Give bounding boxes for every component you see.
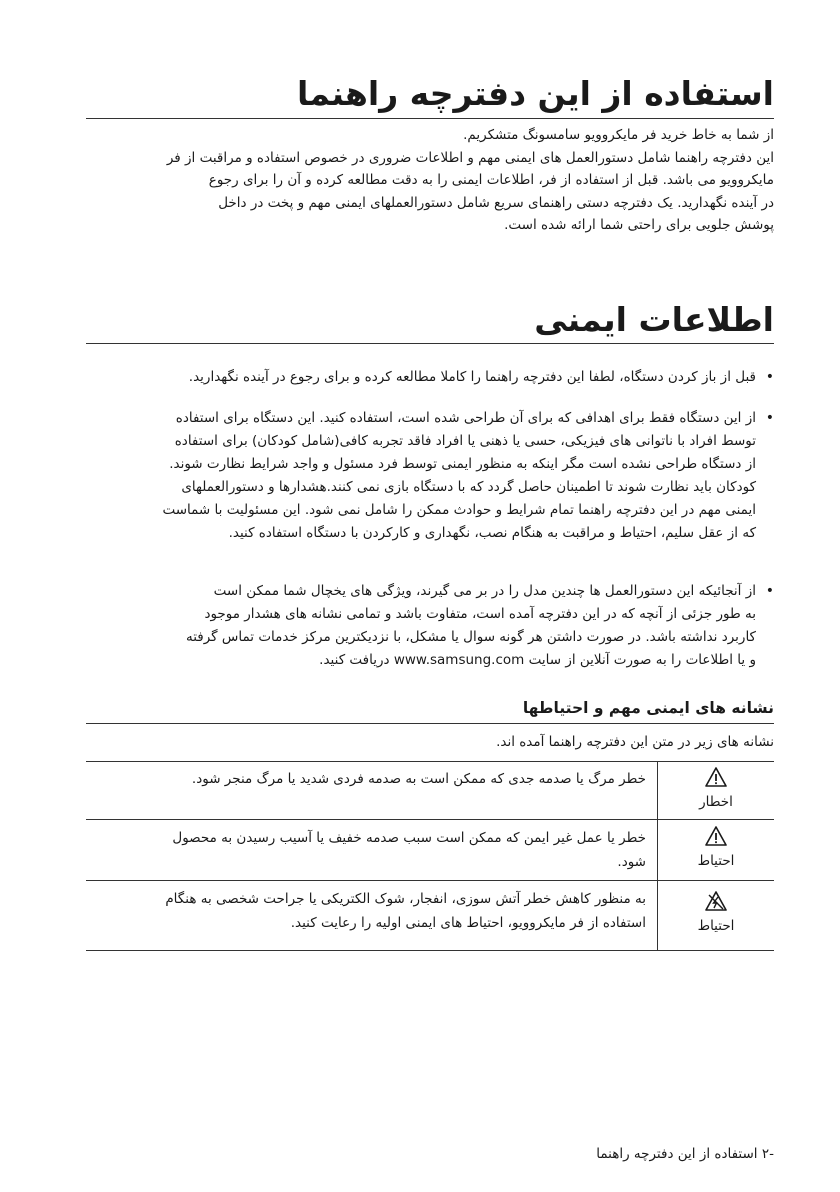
table-row (86, 881, 774, 950)
page-number: -٢ (761, 1146, 774, 1162)
section-divider (86, 723, 774, 724)
bullet-list (76, 366, 774, 389)
bullet-item (76, 580, 774, 672)
table-row (86, 820, 774, 880)
description-line: استفاده از فر مایکروویو، احتیاط های ایمنی اولیه را رعایت کنید. (290, 915, 646, 931)
bullet-line: و یا اطلاعات را به صورت آنلاین از سایت www.samsung.com دریافت کنید. (319, 652, 756, 668)
bullet-line: از آنجائیکه این دستورالعمل ها چندین مدل را در بر می گیرند، ویژگی های یخچال شما ممکن است (213, 583, 756, 599)
symbol-label: اخطار (699, 794, 733, 810)
bullet-dot-icon: • (765, 410, 774, 426)
symbol-description (80, 767, 646, 791)
footer-title: استفاده از این دفترچه راهنما (596, 1146, 758, 1162)
intro-line: پوشش جلویی برای راحتی شما ارائه شده است. (504, 217, 774, 233)
symbol-label: احتیاط (697, 853, 735, 869)
bullet-item (76, 407, 774, 545)
description-line: خطر یا عمل غیر ایمن که ممکن است سبب صدمه خفیف یا آسیب رسیدن به محصول (172, 830, 646, 846)
bullet-dot-icon: • (765, 583, 774, 599)
description-line: خطر مرگ یا صدمه جدی که ممکن است به صدمه فردی شدید یا مرگ منجر شود. (191, 771, 646, 787)
bullet-line: کودکان باید نظارت شوند تا اطمینان حاصل گردد که با دستگاه بازی نمی کنند.هشدارها و دستورالعملهای (181, 479, 756, 495)
section-divider (86, 343, 774, 344)
bullet-line: که از عقل سلیم، احتیاط و مراقبت به هنگام نصب، نگهداری و کارکردن با دستگاه استفاده کنید. (228, 525, 756, 541)
section-divider (86, 118, 774, 119)
page (86, 0, 774, 1192)
bullet-line: کاربرد نداشته باشد. در صورت داشتن هر گونه سوال یا مشکل، با نزدیکترین مرکز خدمات تماس گرفته (185, 629, 756, 645)
symbol-cell (657, 820, 774, 880)
section-title-safety-symbols: نشانه های ایمنی مهم و احتیاطها (522, 699, 774, 717)
warning-triangle-icon (705, 767, 727, 787)
electric-shock-triangle-icon (705, 891, 727, 911)
table-bottom-border (86, 950, 774, 951)
bullet-line: از دستگاه طراحی نشده است مگر اینکه به منظور ایمنی توسط فرد مسئول و واجد شرایط نظارت شوند. (169, 456, 756, 472)
bullet-line: قبل از باز کردن دستگاه، لطفا این دفترچه راهنما را کاملا مطالعه کرده و برای رجوع در آینده نگهدارید. (188, 369, 756, 385)
symbol-cell (657, 881, 774, 950)
intro-line: در آینده نگهدارید. یک دفترچه دستی راهنمای سریع شامل دستورالعملهای ایمنی مهم و پخت در داخل (218, 194, 774, 211)
bullet-line: ایمنی مهم در این دفترچه راهنما تمام شرایط و حوادث ممکن را شامل نمی شود. این مسئولیت با شماست (162, 502, 756, 518)
description-line: به منظور کاهش خطر آتش سوزی، انفجار، شوک الکتریکی یا جراحت شخصی به هنگام (165, 891, 646, 907)
page-footer (596, 1144, 774, 1164)
caution-triangle-icon (705, 826, 727, 846)
intro-paragraph (80, 124, 774, 237)
intro-line: مایکروویو می باشد. قبل از استفاده از فر، اطلاعات ایمنی را به دقت مطالعه کرده و آن را برای رجوع (208, 172, 774, 188)
description-line: شود. (617, 854, 646, 870)
table-row (86, 761, 774, 819)
intro-line: از شما به خاط خرید فر مایکروویو سامسونگ متشکریم. (463, 127, 774, 143)
intro-line: این دفترچه راهنما شامل دستورالعمل های ایمنی مهم و اطلاعات ضروری در خصوص استفاده و مراقبت از فر (166, 149, 774, 166)
section-title-safety-info: اطلاعات ایمنی (534, 300, 774, 339)
symbol-label: احتیاط (697, 918, 735, 934)
bullet-list (76, 580, 774, 672)
symbols-intro: نشانه های زیر در متن این دفترچه راهنما آمده اند. (496, 734, 774, 750)
bullet-line: به طور جزئی از آنچه که در این دفترچه آمده است، متفاوت باشد و تمامی نشانه های هشدار موجود (204, 606, 756, 622)
symbol-description (80, 826, 646, 874)
bullet-dot-icon: • (765, 369, 774, 385)
bullet-line: توسط افراد با ناتوانی های فیزیکی، حسی یا ذهنی یا افراد فاقد تجربه کافی(شامل کودکان) برای استفاده (174, 433, 756, 449)
bullet-item (76, 366, 774, 389)
section-title-using-manual: استفاده از این دفترچه راهنما (297, 74, 774, 113)
symbol-cell (657, 761, 774, 819)
bullet-list (76, 407, 774, 545)
symbol-description (80, 887, 646, 935)
bullet-line: از این دستگاه فقط برای اهدافی که برای آن طراحی شده است، استفاده کنید. این دستگاه برای استفاده (175, 410, 756, 426)
